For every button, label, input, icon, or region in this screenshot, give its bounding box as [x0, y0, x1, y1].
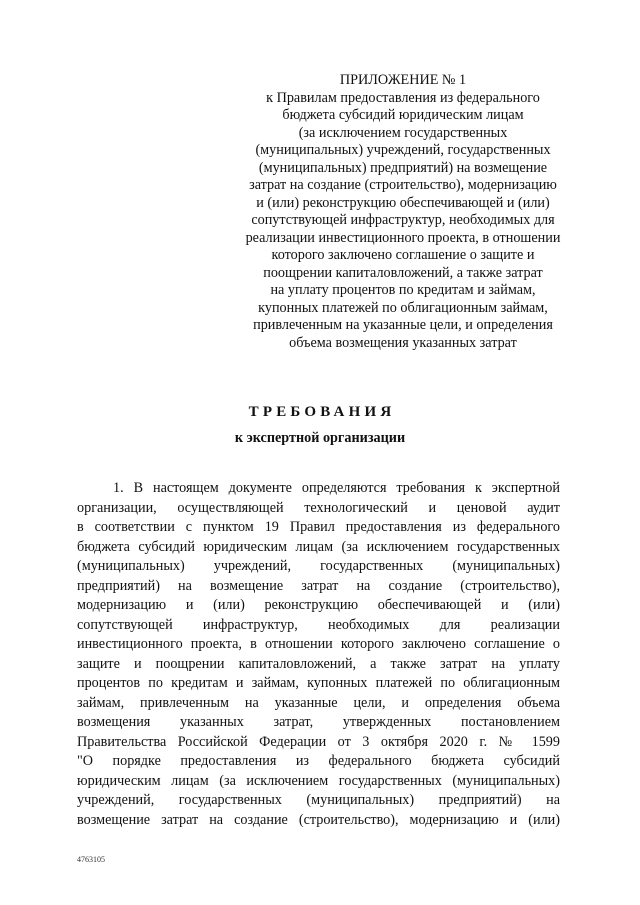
appendix-line: купонных платежей по облигационным займам,	[258, 299, 548, 316]
appendix-line: на уплату процентов по кредитам и займам,	[270, 282, 536, 298]
body-paragraph	[77, 479, 560, 830]
body-line: инвестиционного проекта, в отношении которого заключено соглашение о	[77, 636, 560, 652]
body-line: предприятий) на возмещение затрат на создание (строительство),	[77, 577, 560, 594]
body-line: процентов по кредитам и займам, купонных платежей по облигационным	[77, 675, 560, 691]
appendix-heading: ПРИЛОЖЕНИЕ № 1	[339, 72, 467, 88]
appendix-line: которого заключено соглашение о защите и	[271, 247, 535, 263]
document-subtitle: к экспертной организации	[234, 430, 406, 446]
body-line: возмещение затрат на создание (строительство), модернизацию и (или)	[77, 811, 560, 828]
body-line: защите и поощрении капиталовложений, а также затрат на уплату	[77, 655, 560, 672]
body-line: займам, привлеченным на указанные цели, и определения объема	[77, 694, 560, 711]
body-line: организации, осуществляющей технологический и ценовой аудит	[77, 499, 560, 516]
appendix-line: поощрении капиталовложений, а также затрат	[263, 264, 543, 281]
appendix-line: бюджета субсидий юридическим лицам	[282, 107, 524, 123]
appendix-line: (муниципальных) предприятий) на возмещение	[258, 159, 548, 176]
body-line: юридическим лицам (за исключением государственных (муниципальных)	[77, 772, 560, 789]
body-line: 1. В настоящем документе определяются требования к экспертной	[113, 480, 560, 496]
appendix-line: (за исключением государственных	[298, 124, 508, 141]
appendix-line: к Правилам предоставления из федерального	[266, 89, 540, 106]
document-code: 4763105	[77, 855, 105, 864]
body-line: в соответствии с пунктом 19 Правил предоставления из федерального	[77, 519, 560, 535]
body-line: учреждений, государственных (муниципальных) предприятий) на	[77, 792, 560, 808]
document-title: ТРЕБОВАНИЯ	[248, 404, 396, 420]
body-line: сопутствующей инфраструктур, необходимых для реализации	[77, 616, 560, 633]
appendix-line: (муниципальных) учреждений, государственных	[255, 142, 551, 158]
appendix-line: сопутствующей инфраструктур, необходимых для	[251, 212, 555, 228]
appendix-line: затрат на создание (строительство), модернизацию	[249, 177, 557, 193]
body-line: (муниципальных) учреждений, государственных (муниципальных)	[77, 558, 560, 574]
appendix-line: привлеченным на указанные цели, и определения	[253, 317, 553, 333]
appendix-line: объема возмещения указанных затрат	[289, 334, 517, 351]
appendix-header	[228, 72, 578, 352]
body-line: возмещения указанных затрат, утвержденных постановлением	[77, 714, 560, 730]
body-line: модернизацию и (или) реконструкцию обеспечивающей и (или)	[77, 597, 560, 613]
appendix-line: и (или) реконструкцию обеспечивающей и (или)	[256, 194, 550, 211]
appendix-line: реализации инвестиционного проекта, в отношении	[245, 229, 561, 246]
body-line: бюджета субсидий юридическим лицам (за исключением государственных	[77, 538, 560, 555]
body-line: "О порядке предоставления из федерального бюджета субсидий	[77, 753, 560, 769]
body-line: Правительства Российской Федерации от 3 октября 2020 г. № 1599	[77, 733, 560, 750]
